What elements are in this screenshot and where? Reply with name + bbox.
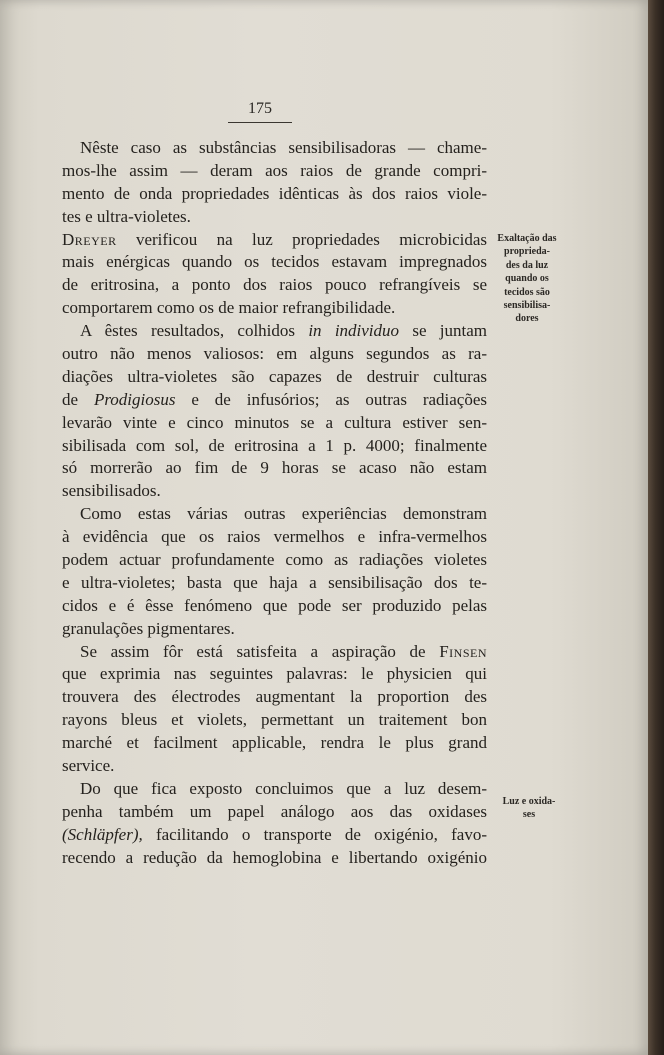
text-line: Nêste caso as substâncias sensibilisadoras — chame- — [80, 138, 487, 157]
text-span: e de infusórios; as outras radiações — [175, 389, 488, 409]
margin-note-line: dores — [515, 313, 539, 325]
text-line: rayons bleus et violets, permettant un traitement bon — [62, 710, 487, 730]
text-line — [62, 389, 487, 412]
text-line — [62, 641, 487, 664]
margin-note-light-exaltation — [487, 232, 567, 326]
margin-note-line: quando os — [505, 273, 549, 285]
italic-term: in individuo — [308, 321, 400, 341]
text-line: levarão vinte e cinco minutos se a cultura estiver sen- — [62, 412, 487, 432]
italic-citation: (Schläpfer), — [62, 824, 143, 844]
main-text-block — [62, 137, 487, 870]
text-line: mento de onda propriedades idênticas às dos raios viole- — [62, 183, 487, 203]
text-line: de eritrosina, a ponto dos raios pouco refrangíveis se — [62, 275, 487, 295]
text-line — [62, 824, 487, 847]
margin-note-line: des da luz — [505, 259, 549, 271]
text-line: e ultra-violetes; basta que haja a sensibilisação dos te- — [62, 572, 487, 592]
page-number-rule — [228, 122, 292, 123]
text-span: de — [62, 389, 94, 409]
text-line: mos-lhe assim — deram aos raios de grande compri- — [62, 160, 487, 180]
author-name-dreyer: Dreyer — [62, 229, 117, 249]
text-span: Se assim fôr está satisfeita a aspiração de — [80, 641, 440, 661]
page-number: 175 — [248, 100, 272, 117]
text-line — [62, 229, 487, 252]
text-line — [62, 320, 487, 343]
text-line: Como estas várias outras experiências demonstram — [80, 504, 487, 524]
text-line: granulações pigmentares. — [62, 618, 235, 638]
text-span: se juntam — [399, 321, 487, 341]
text-line: à evidência que os raios vermelhos e infra-vermelhos — [62, 527, 487, 547]
text-line: comportarem como os de maior refrangibilidade. — [62, 298, 396, 318]
text-line: recendo a redução da hemoglobina e libertando oxigénio — [62, 847, 487, 867]
text-span: facilitando o transporte de oxigénio, favo- — [142, 824, 487, 844]
text-line: tes e ultra-violetes. — [62, 206, 191, 226]
text-line: trouvera des électrodes augmentant la proportion des — [62, 687, 487, 707]
margin-note-line: ses — [522, 809, 536, 821]
author-name-finsen: Finsen — [439, 641, 487, 661]
text-line: sibilisada com sol, de eritrosina a 1 p. 4000; finalmente — [62, 435, 487, 455]
text-line: cidos e é êsse fenómeno que pode ser produzido pelas — [62, 595, 487, 615]
text-line: mais enérgicas quando os tecidos estavam impregnados — [62, 252, 487, 272]
margin-note-line: tecidos são — [504, 286, 550, 298]
margin-note-line: sensibilisa- — [503, 300, 551, 312]
text-line: Do que fica exposto concluimos que a luz desem- — [80, 778, 487, 798]
margin-note-line: proprieda- — [504, 246, 550, 258]
text-line: penha também um papel análogo aos das oxidases — [62, 801, 487, 821]
text-line: que exprimia nas seguintes palavras: le physicien qui — [62, 664, 487, 684]
text-line: service. — [62, 756, 115, 776]
margin-note-line: Exaltação das — [497, 233, 557, 244]
text-span: A êstes resultados, colhidos — [80, 321, 309, 341]
book-spine-edge — [648, 0, 664, 1055]
text-line: podem actuar profundamente como as radiações violetes — [62, 550, 487, 570]
text-line: sensibilisados. — [62, 481, 161, 501]
text-line: marché et facilment applicable, rendra le plus grand — [62, 733, 487, 753]
text-line: outro não menos valiosos: em alguns segundos as ra- — [62, 344, 487, 364]
italic-term: Prodigiosus — [93, 389, 176, 409]
text-line: diações ultra-violetes são capazes de destruir culturas — [62, 366, 487, 386]
margin-note-line: Luz e oxida- — [502, 796, 556, 807]
text-line: só morrerão ao fim de 9 horas se acaso não estam — [62, 458, 487, 478]
margin-note-light-oxidases — [494, 795, 564, 822]
text-span: verificou na luz propriedades microbicidas — [116, 229, 487, 249]
